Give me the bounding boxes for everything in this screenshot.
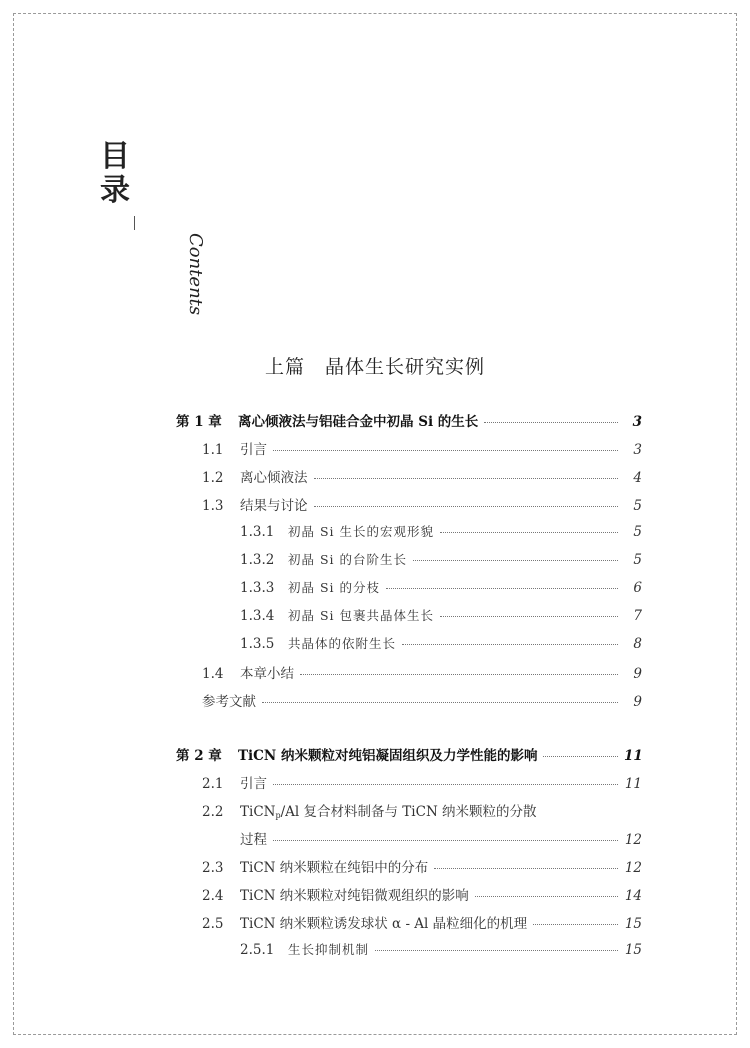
- toc-entry-1-3-4[interactable]: [240, 606, 642, 624]
- toc-entry-page: 3: [632, 414, 642, 430]
- toc-entry-num: 1.3.5: [240, 636, 275, 652]
- toc-entry-page: 5: [633, 498, 642, 514]
- toc-entry-page: 8: [633, 636, 642, 652]
- toc-entry-title: [240, 800, 537, 820]
- toc-entry-title: 共晶体的依附生长: [288, 636, 397, 651]
- toc-entry-page: 7: [633, 608, 642, 624]
- toc-entry-1-3-2[interactable]: [240, 550, 642, 568]
- toc-entry-page: 11: [624, 776, 642, 792]
- toc-entry-num: 1.4: [202, 666, 224, 682]
- toc-entry-title: 初晶 Si 的分枝: [288, 580, 381, 595]
- toc-entry-1-1[interactable]: [202, 438, 642, 458]
- toc-entry-num: 第 2 章: [176, 748, 222, 764]
- toc-entry-num: 1.3.1: [240, 524, 275, 540]
- toc-entry-2-2[interactable]: [202, 800, 642, 820]
- toc-entry-title: 离心倾液法: [240, 470, 308, 486]
- toc-entry-page: 12: [624, 860, 642, 876]
- toc-entry-1-2[interactable]: [202, 466, 642, 486]
- toc-entry-num: 2.2: [202, 804, 224, 820]
- side-title-cn: 目录: [100, 139, 130, 208]
- toc-title-subscript: p: [275, 811, 281, 820]
- toc-entry-num: 1.2: [202, 470, 224, 486]
- toc-entry-title: 初晶 Si 的台阶生长: [288, 552, 408, 567]
- toc-entry-page: 6: [633, 580, 642, 596]
- toc-entry-title: 结果与讨论: [240, 498, 308, 514]
- toc-entry-title: 引言: [240, 442, 267, 458]
- toc-entry-num: 1.3.2: [240, 552, 275, 568]
- toc-entry-title: TiCN 纳米颗粒在纯铝中的分布: [240, 860, 429, 876]
- toc-entry-num: 第 1 章: [176, 414, 222, 430]
- toc-entry-2-3[interactable]: [202, 856, 642, 876]
- toc-entry-num: 2.3: [202, 860, 224, 876]
- toc-entry-title: TiCN 纳米颗粒对纯铝微观组织的影响: [240, 888, 469, 904]
- side-title-en: Contents: [185, 233, 206, 316]
- toc-entry-title-cont: 过程: [240, 832, 267, 848]
- toc-entry-1-3-5[interactable]: [240, 634, 642, 652]
- toc-entry-chapter-1[interactable]: [176, 410, 642, 430]
- toc-entry-2-1[interactable]: [202, 772, 642, 792]
- toc-entry-1-3-3[interactable]: [240, 578, 642, 596]
- toc-entry-page: 15: [624, 916, 642, 932]
- toc-entry-page: 11: [624, 748, 643, 764]
- toc-entry-num: 2.4: [202, 888, 224, 904]
- toc-leader-dots: [375, 950, 618, 951]
- toc-entry-page: 9: [633, 666, 642, 682]
- toc-entry-chapter-2[interactable]: [176, 744, 642, 764]
- toc-leader-dots: [440, 616, 618, 617]
- toc-entry-page: 3: [633, 442, 642, 458]
- side-title-rule: [134, 216, 135, 230]
- toc-entry-num: 2.5.1: [240, 942, 275, 958]
- toc-leader-dots: [533, 924, 618, 925]
- toc-entry-page: 5: [633, 524, 642, 540]
- toc-leader-dots: [475, 896, 618, 897]
- toc-entry-page: 12: [624, 832, 642, 848]
- toc-entry-num: 2.1: [202, 776, 224, 792]
- toc-entry-num: 1.3: [202, 498, 224, 514]
- toc-entry-title: 本章小结: [240, 666, 294, 682]
- toc-leader-dots: [434, 868, 618, 869]
- toc-entry-title: TiCN 纳米颗粒诱发球状 α - Al 晶粒细化的机理: [240, 916, 528, 932]
- toc-title-part-b: /Al 复合材料制备与 TiCN 纳米颗粒的分散: [280, 804, 537, 820]
- toc-entry-1-3-1[interactable]: [240, 522, 642, 540]
- toc-entry-1-3[interactable]: [202, 494, 642, 514]
- toc-entry-2-5[interactable]: [202, 912, 642, 932]
- toc-entry-page: 4: [633, 470, 642, 486]
- toc-entry-title: 离心倾液法与铝硅合金中初晶 Si 的生长: [238, 414, 479, 430]
- toc-entry-num: 1.3.3: [240, 580, 275, 596]
- part-title: 上篇 晶体生长研究实例: [264, 356, 485, 378]
- toc-entry-page: 9: [633, 694, 642, 710]
- toc-entry-title: 初晶 Si 生长的宏观形貌: [288, 524, 435, 539]
- toc-entry-title: 参考文献: [202, 694, 256, 710]
- toc-leader-dots: [543, 756, 618, 757]
- toc-leader-dots: [413, 560, 618, 561]
- toc-entry-title: TiCN 纳米颗粒对纯铝凝固组织及力学性能的影响: [238, 748, 538, 764]
- toc-leader-dots: [273, 450, 618, 451]
- toc-entry-num: 2.5: [202, 916, 224, 932]
- toc-entry-num: 1.1: [202, 442, 224, 458]
- toc-entry-2-2-cont[interactable]: [240, 828, 642, 848]
- toc-leader-dots: [386, 588, 618, 589]
- toc-leader-dots: [314, 478, 619, 479]
- toc-leader-dots: [484, 422, 618, 423]
- toc-title-part-a: TiCN: [240, 804, 276, 820]
- toc-leader-dots: [273, 840, 618, 841]
- toc-entry-page: 15: [624, 942, 642, 958]
- toc-leader-dots: [300, 674, 618, 675]
- toc-entry-2-5-1[interactable]: [240, 940, 642, 958]
- toc-leader-dots: [440, 532, 618, 533]
- toc-leader-dots: [402, 644, 618, 645]
- toc-entry-title: 初晶 Si 包裹共晶体生长: [288, 608, 435, 623]
- side-title: [100, 139, 206, 316]
- toc-entry-references-1[interactable]: [202, 690, 642, 710]
- toc-entry-2-4[interactable]: [202, 884, 642, 904]
- toc-entry-page: 14: [624, 888, 642, 904]
- toc-entry-page: 5: [633, 552, 642, 568]
- toc-entry-1-4[interactable]: [202, 662, 642, 682]
- toc-entry-title: 生长抑制机制: [288, 942, 370, 957]
- toc-entry-num: 1.3.4: [240, 608, 275, 624]
- toc-leader-dots: [314, 506, 619, 507]
- toc-leader-dots: [262, 702, 618, 703]
- toc-leader-dots: [273, 784, 618, 785]
- toc-entry-title: 引言: [240, 776, 267, 792]
